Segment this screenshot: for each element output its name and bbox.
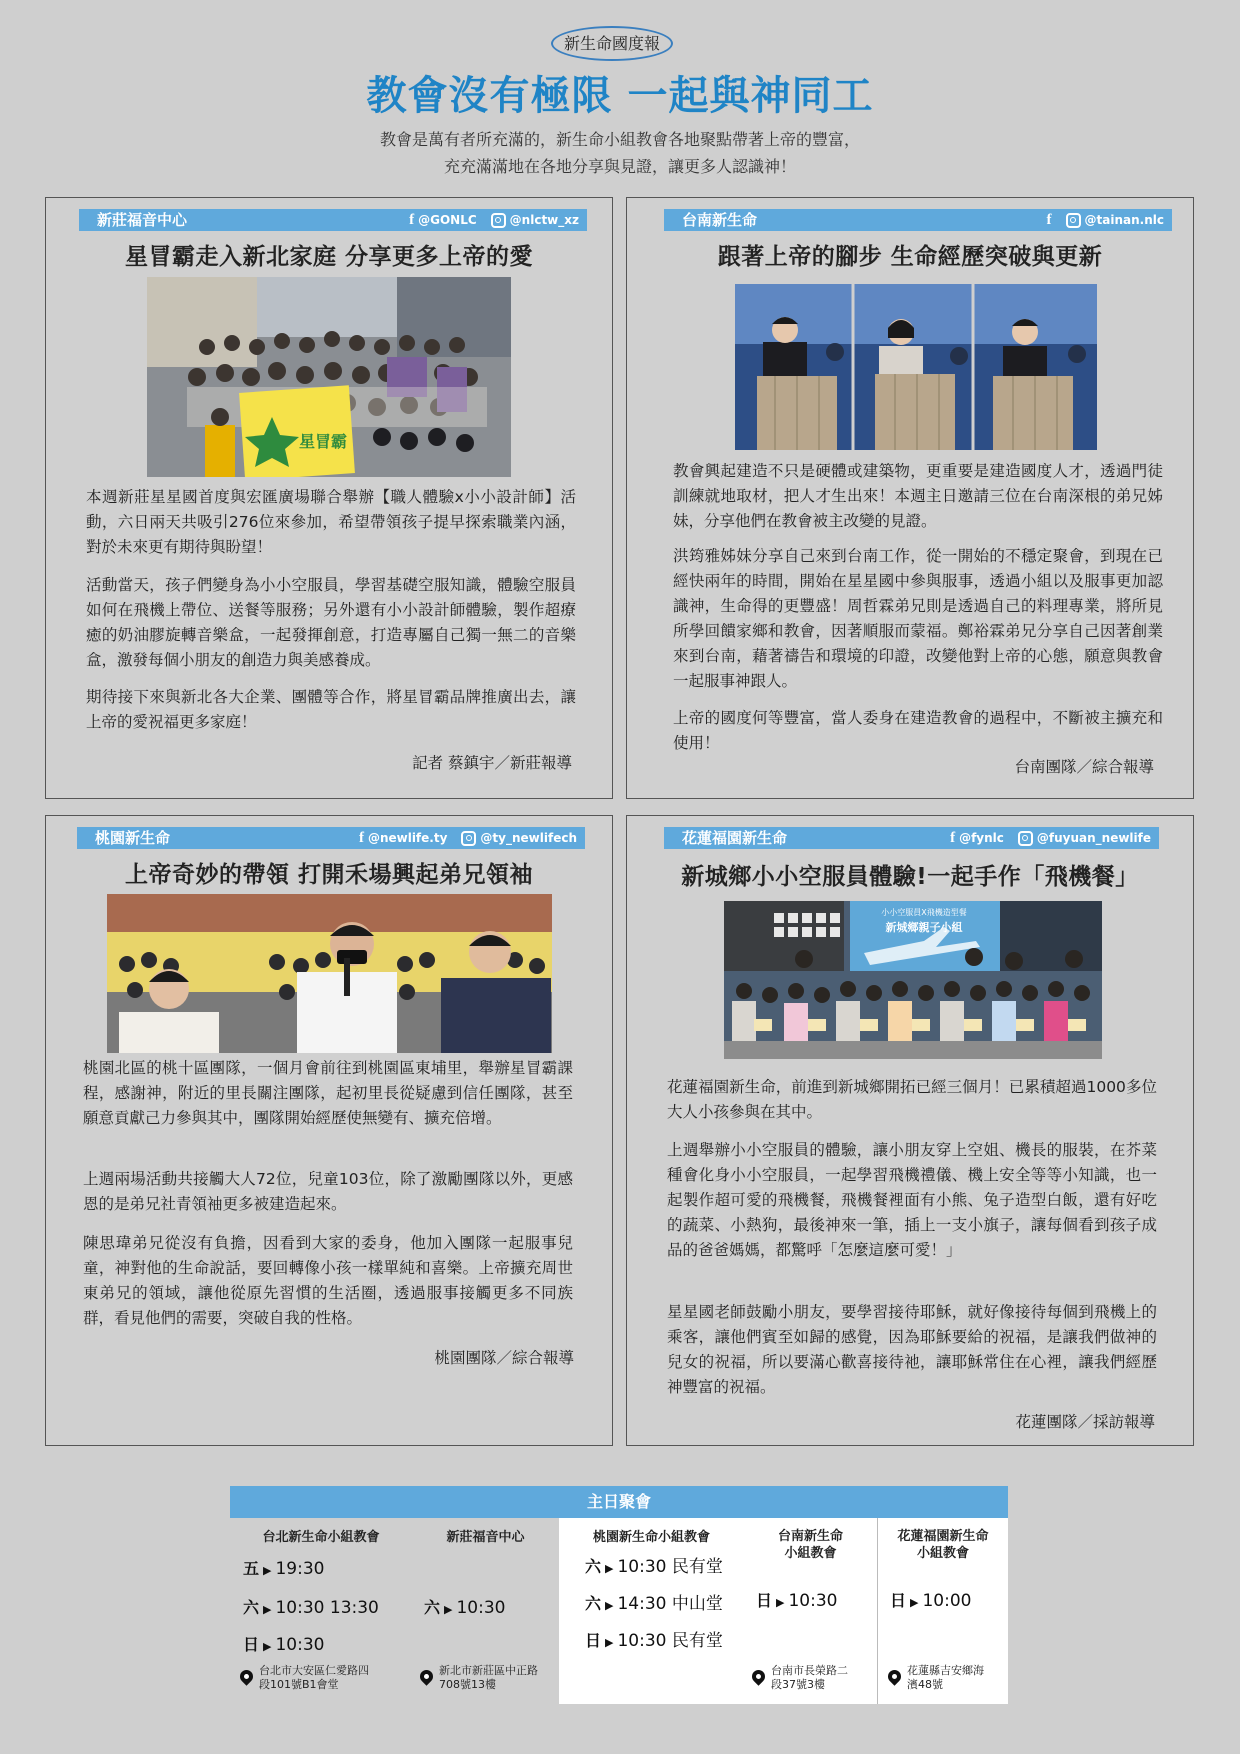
facebook-icon: f	[950, 830, 956, 846]
article-paragraph-3: 期待接下來與新北各大企業、團體等合作，將星冒霸品牌推廣出去，讓上帝的愛祝福更多家庭！	[86, 688, 576, 731]
service-time: 日 ▶ 10:30	[756, 1591, 838, 1611]
article-paragraph-1: 本週新莊星星國首度與宏匯廣場聯合舉辦【職人體驗x小小設計師】活動，六日兩天共吸引276位來參加，希望帶領孩子提早探索職業內涵，對於未來更有期待與盼望！	[86, 488, 576, 556]
social-links	[409, 209, 579, 231]
article-title: 新城鄉小小空服員體驗!一起手作「飛機餐」	[681, 864, 1139, 890]
article-paragraph-2: 活動當天，孩子們變身為小小空服員，學習基礎空服知識，體驗空服員如何在飛機上帶位、送餐等服務；另外還有小小設計師體驗，製作超療癒的奶油膠旋轉音樂盒，一起發揮創意，打造專屬自己獨一無二的音樂盒，激發每個小朋友的創造力與美感養成。	[86, 576, 576, 669]
instagram-link[interactable]	[1066, 209, 1164, 231]
triangle-icon: ▶	[910, 1596, 919, 1609]
schedule-xinzhuang	[412, 1518, 559, 1704]
social-links	[359, 827, 577, 849]
article-title: 跟著上帝的腳步 生命經歷突破與更新	[717, 244, 1103, 270]
crowd-photo-illustration	[147, 277, 511, 477]
church-bar	[664, 209, 1172, 231]
triangle-icon: ▶	[605, 1599, 614, 1612]
article-byline: 桃園團隊／綜合報導	[434, 1349, 574, 1367]
location-pin-icon	[237, 1667, 255, 1685]
article-paragraph-2: 洪筠雅姊妹分享自己來到台南工作，從一開始的不穩定聚會，到現在已經快兩年的時間，開始在星星國中參與服事，透過小組以及服事更加認識神，生命得的更豐盛！周哲霖弟兄則是透過自己的料理專業，將所見所學回饋家鄉和教會，因著順服而蒙福。鄭裕霖弟兄分享自己因著創業來到台南，藉著禱告和環境的印證，改變他對上帝的心態，願意與教會一起服事神跟人。	[673, 547, 1163, 690]
service-time: 五 ▶ 19:30	[243, 1559, 325, 1579]
article-hualien	[626, 815, 1194, 1446]
facebook-handle: @fynlc	[959, 831, 1004, 845]
facebook-icon: f	[358, 830, 364, 846]
facebook-link[interactable]	[1047, 209, 1052, 231]
service-time: 六 ▶ 10:30 民有堂	[585, 1557, 723, 1577]
screen-line-1: 小小空服員X飛機造型餐	[881, 908, 967, 917]
church-name: 台南新生命	[682, 211, 758, 229]
intro-line-2: 充充滿滿地在各地分享與見證，讓更多人認識神！	[443, 157, 796, 176]
instagram-link[interactable]	[1018, 827, 1151, 849]
article-byline: 花蓮團隊／採訪報導	[1015, 1413, 1155, 1431]
instagram-icon	[491, 213, 506, 228]
instagram-link[interactable]	[491, 209, 579, 231]
facebook-icon: f	[409, 212, 415, 228]
article-xinzhuang	[45, 197, 613, 799]
facebook-handle: @GONLC	[418, 213, 477, 227]
article-tainan	[626, 197, 1194, 799]
article-paragraph-1: 桃園北區的桃十區團隊，一個月會前往到桃園區東埔里，舉辦星冒霸課程，感謝神，附近的里長關注團隊，起初里長從疑慮到信任團隊，甚至願意貢獻己力參與其中，團隊開始經歷使無變有、擴充倍增。	[83, 1059, 573, 1127]
church-name: 台北新生命小組教會	[262, 1530, 380, 1545]
church-address: 花蓮縣吉安鄉海 濱48號	[907, 1664, 984, 1691]
article-byline: 記者 蔡鎮宇／新莊報導	[412, 754, 572, 772]
church-name: 桃園新生命	[95, 829, 171, 847]
triangle-icon: ▶	[444, 1603, 453, 1616]
sunday-service-schedule	[230, 1486, 1008, 1704]
article-title: 星冒霸走入新北家庭 分享更多上帝的愛	[124, 244, 533, 270]
kids-photo-illustration	[724, 901, 1102, 1059]
church-bar	[664, 827, 1159, 849]
church-name: 新莊福音中心	[97, 211, 188, 229]
article-byline: 台南團隊／綜合報導	[1014, 758, 1154, 776]
triangle-icon: ▶	[605, 1636, 614, 1649]
triangle-icon: ▶	[776, 1596, 785, 1609]
instagram-link[interactable]	[461, 827, 577, 849]
article-paragraph-3: 陳思瑋弟兄從沒有負擔，因看到大家的委身，他加入團隊一起服事兒童，神對他的生命說話，要回轉像小孩一樣單純和喜樂。上帝擴充周世東弟兄的領域，讓他從原先習慣的生活圈，透過服事接觸更多不同族群，看見他們的需要，突破自我的性格。	[83, 1234, 573, 1327]
masthead-badge: 新生命國度報	[551, 26, 673, 61]
screen-line-2: 新城鄉親子小組	[885, 921, 963, 934]
facebook-icon: f	[1046, 212, 1052, 228]
article-title: 上帝奇妙的帶領 打開禾場興起弟兄領袖	[124, 862, 533, 888]
schedule-taoyuan	[559, 1518, 744, 1704]
church-address: 新北市新莊區中正路 708號13樓	[439, 1664, 538, 1691]
church-name: 桃園新生命小組教會	[592, 1530, 710, 1545]
intro-line-1: 教會是萬有者所充滿的，新生命小組教會各地聚點帶著上帝的豐富，	[379, 130, 860, 149]
kids-photo	[724, 901, 1102, 1059]
leaders-photo	[107, 894, 552, 1053]
instagram-handle: @ty_newlifech	[480, 831, 577, 845]
church-name: 台南新生命 小組教會	[777, 1529, 843, 1561]
triangle-icon: ▶	[263, 1603, 272, 1616]
article-paragraph-2: 上週舉辦小小空服員的體驗，讓小朋友穿上空姐、機長的服裝，在芥菜種會化身小小空服員，一起學習飛機禮儀、機上安全等等小知識，也一起製作超可愛的飛機餐，飛機餐裡面有小熊、兔子造型白飯，還有好吃的蔬菜、小熱狗，最後神來一筆，插上一支小旗子，讓每個看到孩子成品的爸爸媽媽，都驚呼「怎麼這麼可愛！」	[667, 1141, 1157, 1259]
church-address: 台南市長榮路二 段37號3樓	[771, 1664, 848, 1691]
triangle-icon: ▶	[263, 1640, 272, 1653]
schedule-hualien	[877, 1518, 1008, 1704]
church-address: 台北市大安區仁愛路四 段101號B1會堂	[259, 1664, 369, 1691]
flag-text: 星冒霸	[299, 432, 348, 451]
page-headline: 教會沒有極限 一起與神同工	[366, 73, 874, 119]
instagram-handle: @nlctw_xz	[509, 213, 579, 227]
facebook-link[interactable]	[950, 827, 1004, 849]
facebook-link[interactable]	[359, 827, 447, 849]
service-time: 六 ▶ 10:30	[424, 1598, 506, 1618]
triangle-icon: ▶	[263, 1564, 272, 1577]
instagram-icon	[1018, 831, 1033, 846]
location-pin-icon	[885, 1667, 903, 1685]
instagram-handle: @tainan.nlc	[1084, 213, 1164, 227]
social-links	[1047, 209, 1164, 231]
triangle-icon: ▶	[605, 1562, 614, 1575]
facebook-link[interactable]	[409, 209, 477, 231]
leaders-photo-illustration	[107, 894, 552, 1053]
intro-text	[0, 126, 1240, 180]
article-paragraph-2: 上週兩場活動共接觸大人72位，兒童103位，除了激勵團隊以外，更感恩的是弟兄社青領袖更多被建造起來。	[83, 1170, 573, 1213]
schedule-taipei	[230, 1518, 412, 1704]
church-bar	[79, 209, 587, 231]
article-paragraph-3: 上帝的國度何等豐富，當人委身在建造教會的過程中，不斷被主擴充和使用！	[673, 709, 1163, 752]
facebook-handle: @newlife.ty	[367, 831, 448, 845]
church-bar	[77, 827, 585, 849]
service-time: 六 ▶ 14:30 中山堂	[585, 1594, 723, 1614]
social-links	[950, 827, 1151, 849]
article-paragraph-1: 教會興起建造不只是硬體或建築物，更重要是建造國度人才，透過門徒訓練就地取材，把人才生出來！本週主日邀請三位在台南深根的弟兄姊妹，分享他們在教會被主改變的見證。	[673, 462, 1163, 530]
service-time: 六 ▶ 10:30 13:30	[243, 1598, 379, 1618]
schedule-title: 主日聚會	[230, 1486, 1008, 1518]
church-name: 花蓮福園新生命	[682, 829, 788, 847]
instagram-handle: @fuyuan_newlife	[1036, 831, 1151, 845]
speakers-photo-illustration	[735, 284, 1097, 450]
group-photo	[147, 277, 511, 477]
service-time: 日 ▶ 10:00	[890, 1591, 972, 1611]
church-name: 花蓮福園新生命 小組教會	[897, 1529, 989, 1561]
article-paragraph-1: 花蓮福園新生命，前進到新城鄉開拓已經三個月！已累積超過1000多位大人小孩參與在其中。	[667, 1078, 1157, 1121]
speakers-photo	[735, 284, 1097, 450]
instagram-icon	[1066, 213, 1081, 228]
location-pin-icon	[749, 1667, 767, 1685]
instagram-icon	[461, 831, 476, 846]
service-time: 日 ▶ 10:30	[243, 1635, 325, 1655]
article-paragraph-3: 星星國老師鼓勵小朋友，要學習接待耶穌，就好像接待每個到飛機上的乘客，讓他們賓至如歸的感覺，因為耶穌要給的祝福，是讓我們做神的兒女的祝福，所以要滿心歡喜接待祂，讓耶穌常住在心裡，讓我們經歷神豐富的祝福。	[667, 1303, 1157, 1396]
article-taoyuan	[45, 815, 613, 1446]
church-name: 新莊福音中心	[446, 1530, 525, 1545]
service-time: 日 ▶ 10:30 民有堂	[585, 1631, 723, 1651]
location-pin-icon	[417, 1667, 435, 1685]
schedule-tainan	[744, 1518, 877, 1704]
